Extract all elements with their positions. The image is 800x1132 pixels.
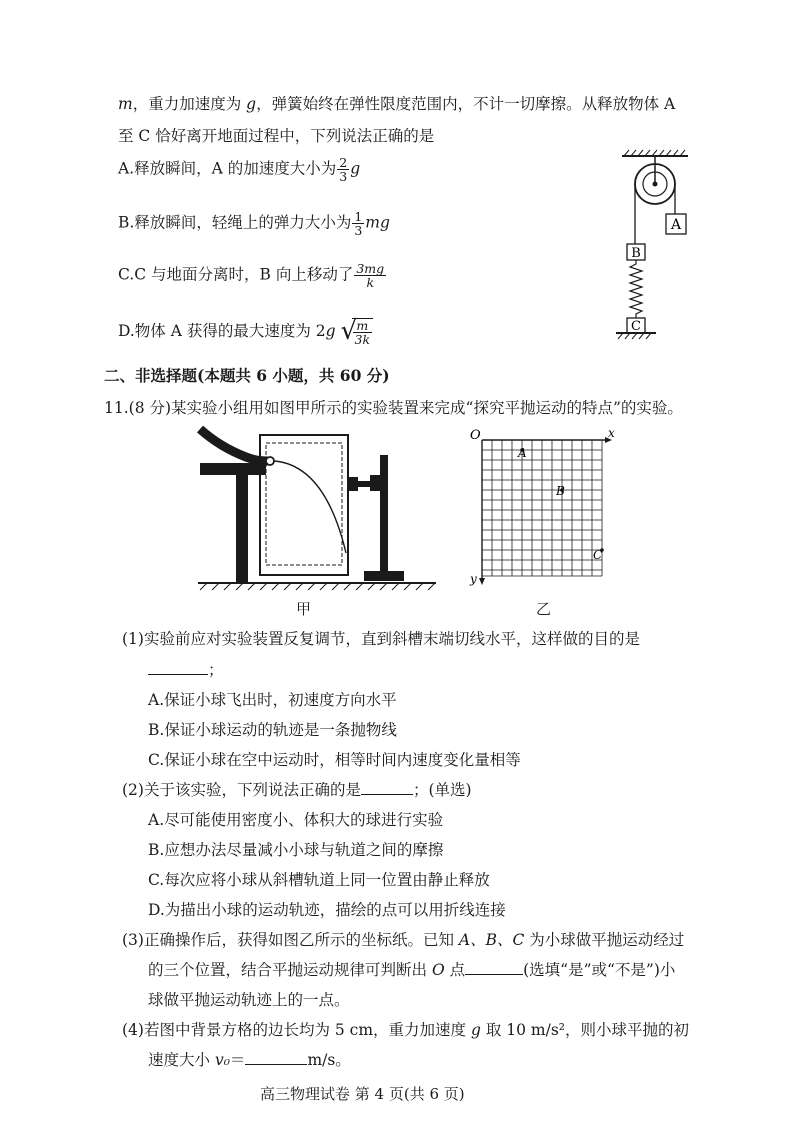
q4-text: 速度大小: [148, 1051, 215, 1069]
block-c-label: C: [631, 319, 641, 334]
option-d: [118, 318, 373, 346]
option-b-text: B.释放瞬间，轻绳上的弹力大小为: [118, 213, 352, 232]
y-axis-arrow-icon: [479, 578, 485, 585]
var-v0: v₀: [214, 1051, 230, 1069]
q4-text: (4)若图中背景方格的边长均为 5 cm，重力加速度: [122, 1021, 471, 1039]
q4-line-1: [122, 1018, 689, 1040]
fraction-2-3: [337, 156, 349, 183]
q2-option-d: D.为描出小球的运动轨迹，描绘的点可以用折线连接: [148, 901, 506, 919]
stand-base: [364, 571, 404, 581]
block-b-label: B: [631, 246, 641, 261]
q3-text: (选填“是”或“不是”)小: [523, 961, 676, 979]
block-a-label: A: [670, 217, 682, 233]
point-c-label: C: [593, 548, 603, 562]
y-axis-label: y: [470, 572, 477, 586]
intro-text-1b: ，弹簧始终在弹性限度范围内，不计一切摩擦。从释放物体 A: [256, 95, 676, 113]
var-g: g: [325, 322, 336, 340]
caption-yi: 乙: [536, 600, 552, 618]
pulley-axle: [653, 182, 658, 187]
q2-option-c: C.每次应将小球从斜槽轨道上同一位置由静止释放: [148, 871, 490, 889]
var-g: g: [350, 159, 361, 178]
option-b: [118, 210, 390, 237]
fraction-1-3: [352, 210, 364, 237]
var-g: g: [470, 1021, 481, 1039]
q3-text: 为小球做平抛运动经过: [524, 931, 685, 949]
q4-line-2: [148, 1048, 351, 1070]
option-c: [118, 262, 387, 289]
table-hatch: [200, 583, 435, 590]
ground: [616, 333, 656, 339]
sqrt-expression: [341, 318, 374, 346]
x-axis-label: x: [608, 426, 615, 440]
q1-option-a: A.保证小球飞出时，初速度方向水平: [148, 691, 397, 709]
q2-stem-pre: (2)关于该实验，下列说法正确的是: [122, 781, 361, 799]
frac-den: 3: [354, 223, 363, 238]
q2-stem-post: ；(单选): [412, 781, 472, 799]
option-d-text: D.物体 A 获得的最大速度为 2: [118, 322, 326, 340]
clamp-left: [348, 477, 358, 491]
frac-num: 3mg: [356, 261, 385, 276]
intro-line-1: [118, 92, 675, 114]
radical-sign: √: [340, 316, 358, 346]
frac-num: m: [353, 319, 373, 333]
board: [260, 435, 348, 575]
q1-stem: (1)实验前应对实验装置反复调节，直到斜槽末端切线水平，这样做的目的是: [122, 630, 640, 648]
q3-line-2: [148, 958, 675, 980]
platform: [200, 463, 266, 475]
grid-lines: [482, 440, 602, 576]
trajectory: [274, 461, 346, 553]
intro-line-2: 至 C 恰好离开地面过程中，下列说法正确的是: [118, 127, 435, 145]
var-g: g: [246, 95, 257, 113]
q3-line-3: 球做平抛运动轨迹上的一点。: [148, 991, 350, 1009]
q3-text: 点: [444, 961, 466, 979]
answer-blank[interactable]: [148, 660, 208, 675]
origin-label: O: [470, 428, 481, 443]
frac-num: 1: [354, 209, 363, 224]
q2-stem: [122, 778, 472, 800]
q2-option-b: B.应想办法尽量减小小球与轨道之间的摩擦: [148, 841, 444, 859]
option-c-text: C.C 与地面分离时，B 向上移动了: [118, 265, 354, 284]
frac-den: 3k: [354, 332, 371, 347]
intro-text-1a: ，重力加速度为: [132, 95, 247, 113]
option-a-text: A.释放瞬间，A 的加速度大小为: [118, 159, 337, 178]
q3-text: 的三个位置，结合平抛运动规律可判断出: [148, 961, 432, 979]
point-b-label: B: [556, 484, 565, 498]
fraction-3mg-k: [354, 262, 386, 289]
figure-grid: [462, 425, 622, 587]
var-m: m: [118, 95, 133, 113]
ball: [266, 457, 274, 465]
page-footer: 高三物理试卷 第 4 页(共 6 页): [260, 1085, 465, 1103]
frac-den: k: [366, 275, 375, 290]
stand-rod: [380, 455, 388, 581]
pulley-spring-diagram: [610, 148, 710, 348]
q2-option-a: A.尽可能使用密度小、体积大的球进行实验: [148, 811, 444, 829]
q1-option-c: C.保证小球在空中运动时，相等时间内速度变化量相等: [148, 751, 521, 769]
point-a-label: A: [518, 446, 527, 460]
ceiling: [622, 150, 688, 156]
q4-text: 取 10 m/s²，则小球平抛的初: [480, 1021, 690, 1039]
q1-option-b: B.保证小球运动的轨迹是一条抛物线: [148, 721, 397, 739]
option-a: [118, 156, 360, 183]
equals-sign: ＝: [229, 1051, 246, 1069]
var-mg: mg: [365, 213, 390, 232]
left-post: [236, 475, 248, 583]
caption-jia: 甲: [296, 600, 312, 618]
q11-stem: 11.(8 分)某实验小组用如图甲所示的实验装置来完成“探究平抛运动的特点”的实验。: [104, 399, 683, 417]
q3-line-1: [122, 928, 684, 950]
answer-blank[interactable]: [361, 780, 413, 795]
clamp-right: [370, 475, 380, 491]
figure-apparatus: [190, 425, 440, 595]
q1-blank-end: ；: [208, 661, 224, 679]
frac-num: 2: [339, 155, 348, 170]
answer-blank[interactable]: [465, 960, 523, 975]
unit-text: m/s。: [307, 1051, 351, 1069]
section-heading: 二、非选择题(本题共 6 小题，共 60 分): [104, 366, 390, 385]
q3-text: (3)正确操作后，获得如图乙所示的坐标纸。已知: [122, 931, 459, 949]
var-o: O: [431, 961, 445, 979]
answer-blank[interactable]: [245, 1050, 307, 1065]
q3-points: A、B、C: [458, 931, 525, 949]
spring: [630, 260, 642, 318]
inclined-chute: [200, 429, 268, 461]
q1-blank-line: [148, 658, 224, 680]
frac-den: 3: [339, 169, 348, 184]
